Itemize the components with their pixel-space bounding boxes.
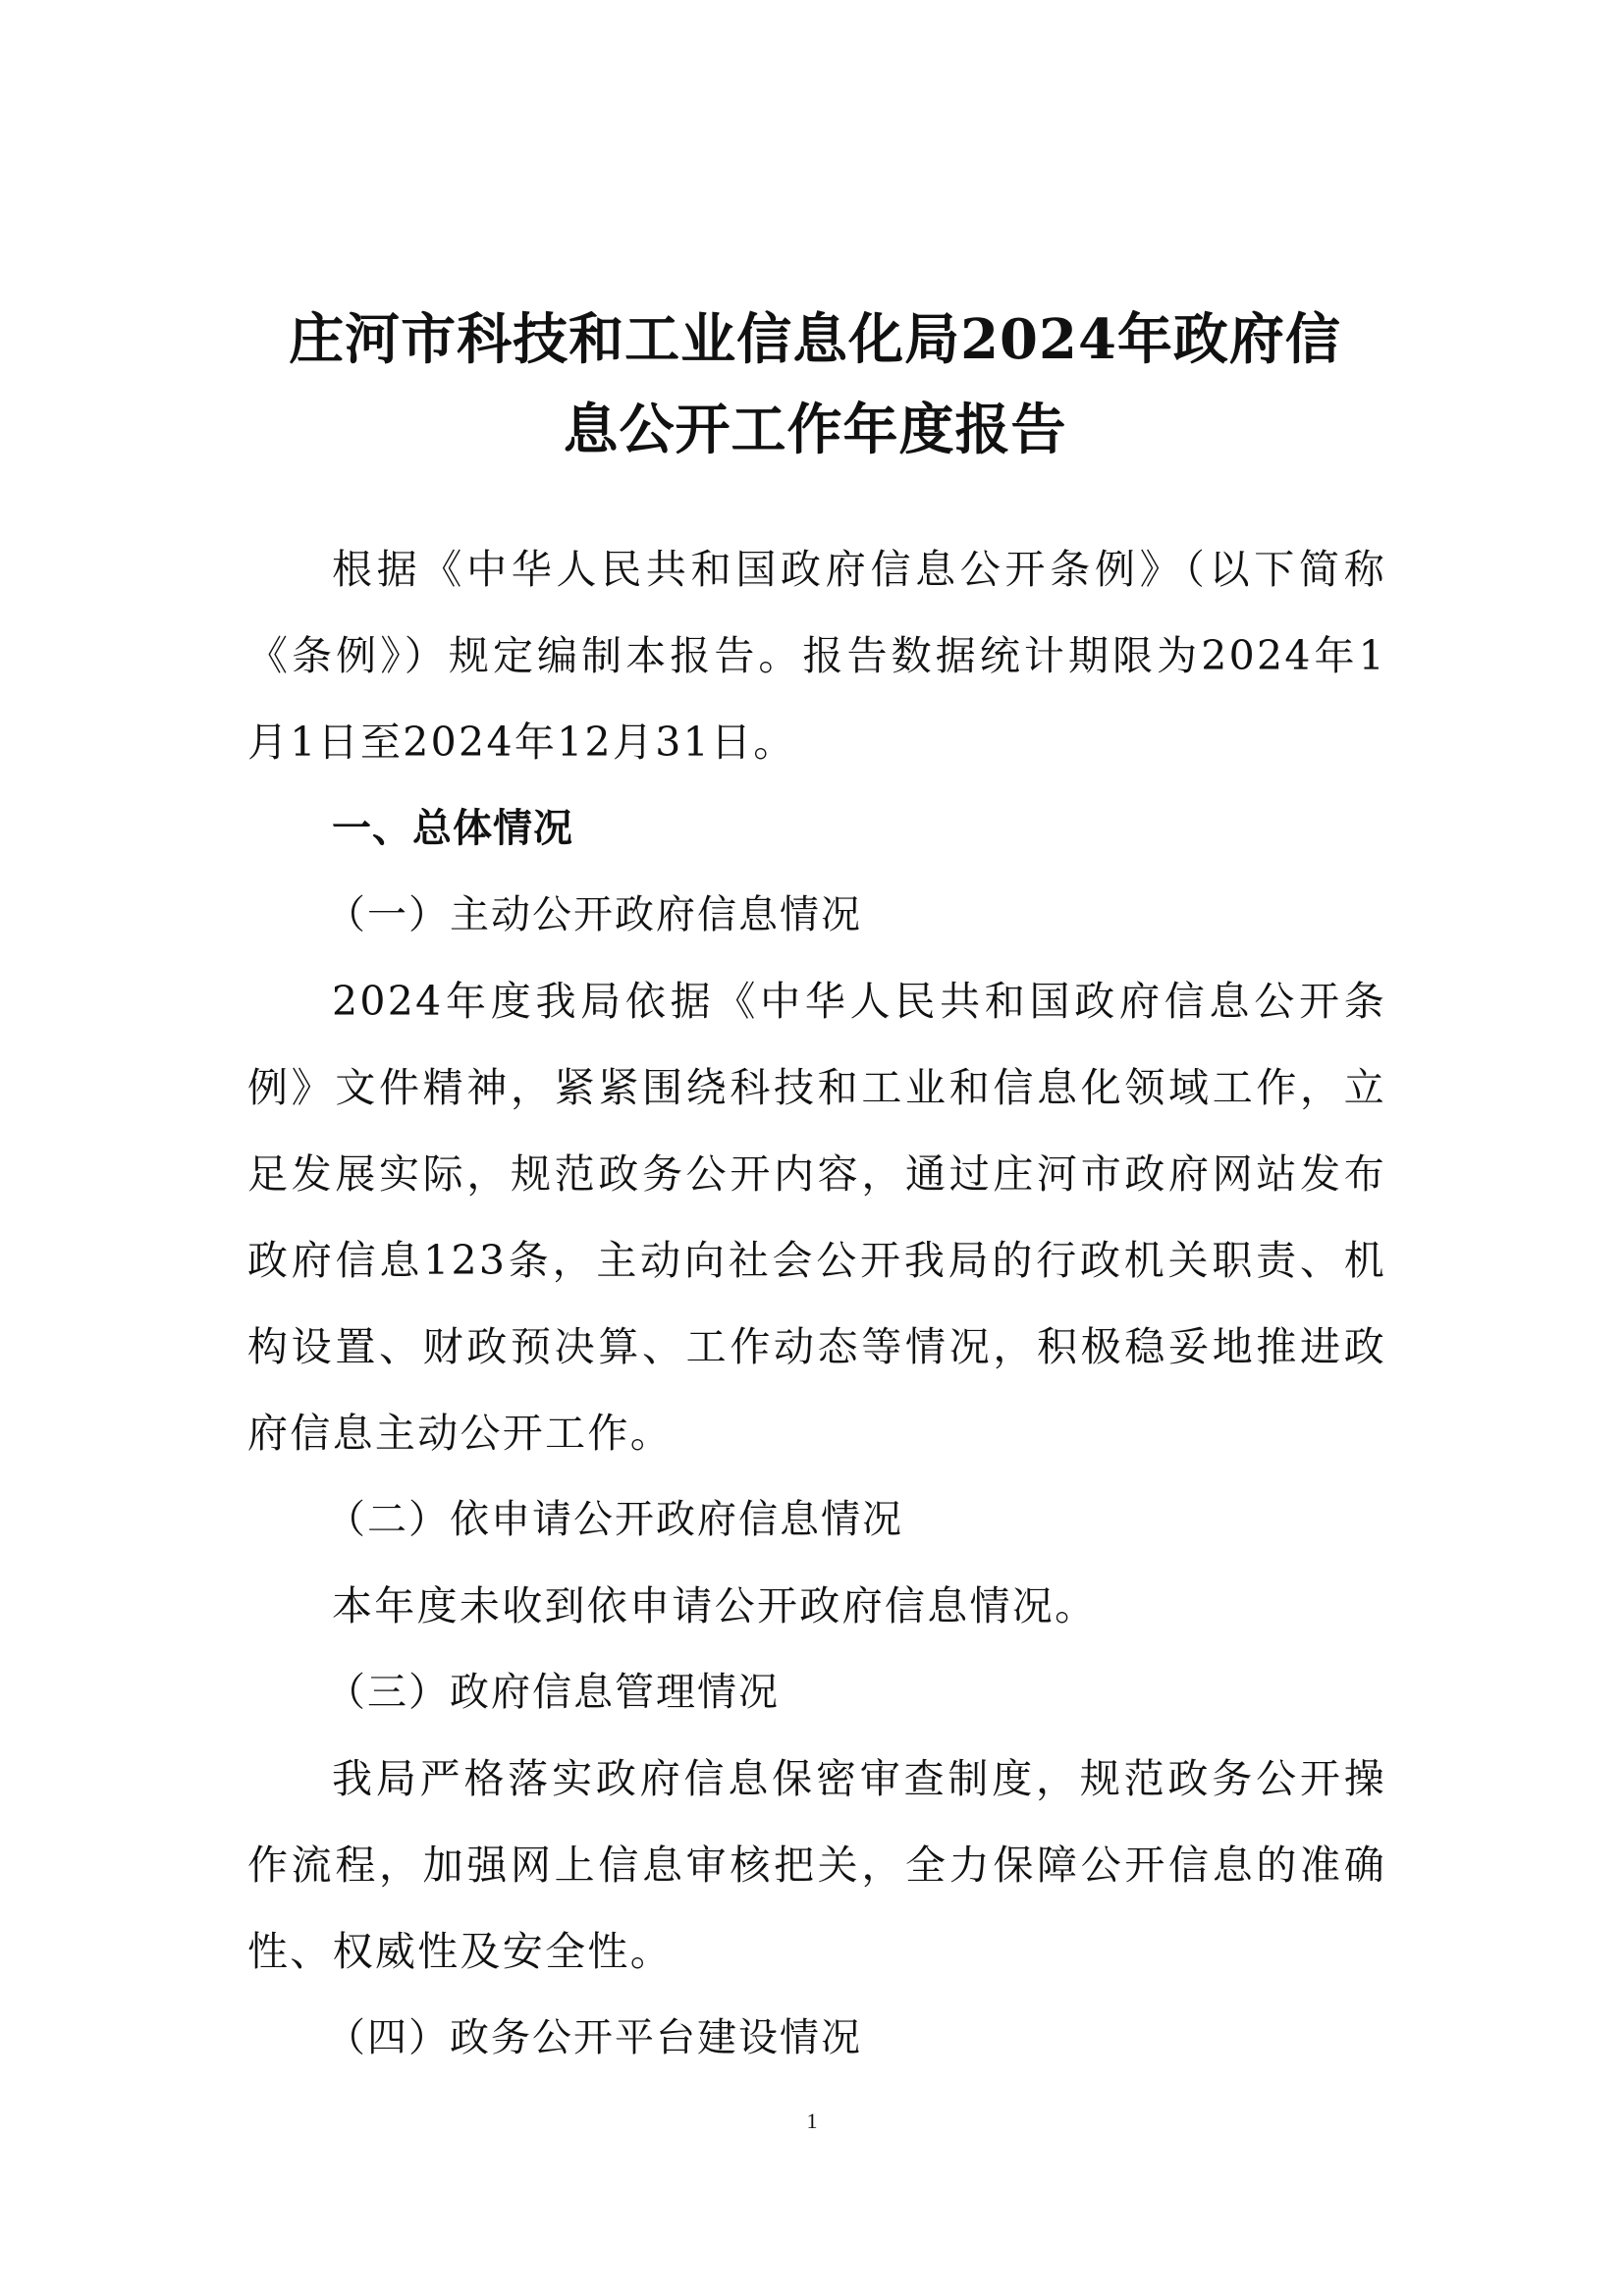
section-heading-overview: 一、总体情况 [332, 806, 573, 851]
intro-paragraph: 根据《中华人民共和国政府信息公开条例》（以下简称《条例》）规定编制本报告。报告数据统计期限为2024年1月1日至2024年12月31日。 [247, 546, 1386, 766]
management-paragraph: 我局严格落实政府信息保密审查制度，规范政务公开操作流程，加强网上信息审核把关，全力保障公开信息的准确性、权威性及安全性。 [247, 1755, 1386, 1975]
subsection-heading-on-request: （二）依申请公开政府信息情况 [326, 1497, 903, 1542]
document-title [245, 294, 1384, 475]
document-body [247, 526, 1386, 2081]
on-request-paragraph: 本年度未收到依申请公开政府信息情况。 [332, 1582, 1098, 1629]
page-number: 1 [806, 2109, 818, 2133]
subsection-heading-proactive: （一）主动公开政府信息情况 [326, 892, 862, 937]
title-line-2: 息公开工作年度报告 [563, 398, 1067, 462]
title-line-1: 庄河市科技和工业信息化局2024年政府信 [289, 307, 1341, 372]
subsection-heading-management: （三）政府信息管理情况 [326, 1670, 780, 1715]
proactive-disclosure-paragraph: 2024年度我局依据《中华人民共和国政府信息公开条例》文件精神，紧紧围绕科技和工业和信息化领域工作，立足发展实际，规范政务公开内容，通过庄河市政府网站发布政府信息123条，主动向社会公开我局的行政机关职责、机构设置、财政预决算、工作动态等情况，积极稳妥地推进政府信息主动公开工作。 [247, 978, 1386, 1457]
subsection-heading-platform: （四）政务公开平台建设情况 [326, 2015, 862, 2060]
